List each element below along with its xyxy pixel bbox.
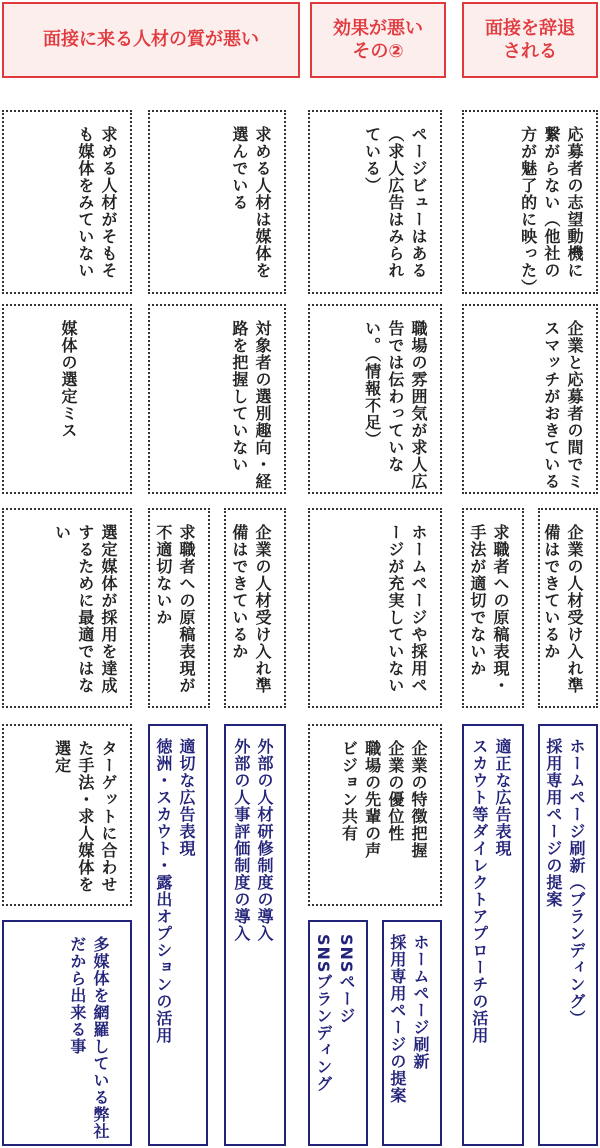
cause-text: 求職者への原稿表現・手法が適切でないか (467, 524, 510, 694)
cause-box (148, 508, 210, 708)
cause-text: 企業の人材受け入れ準備はできているか (541, 524, 584, 694)
action-box (148, 724, 208, 1146)
cause-text: 求職者への原稿表現が不適切ないか (153, 524, 196, 694)
header-effect: 効果が悪い その② (310, 2, 446, 78)
cause-box (308, 304, 442, 494)
action-text: 適正な広告表現 スカウト等ダイレクトアプローチの活用 (469, 738, 512, 1044)
cause-text: 企業と応募者の間でミスマッチがおきている (541, 320, 584, 490)
action-text: 企業の特徴把握 企業の優位性 職場の先輩の声 ビジョン共有 (339, 740, 428, 859)
cause-box (2, 304, 132, 494)
cause-box (462, 304, 598, 494)
cause-box (2, 508, 132, 708)
cause-box (462, 110, 598, 294)
cause-text: 求める人材は媒体を選んでいる (229, 126, 272, 279)
cause-box (2, 110, 132, 294)
action-text: 外部の人材研修制度の導入 外部の人事評価制度の導入 (231, 738, 274, 942)
header-quality: 面接に来る人材の質が悪い (2, 2, 300, 78)
action-box (308, 724, 442, 906)
action-text: ホームページ刷新 採用専用ページの提案 (387, 934, 430, 1104)
action-text: 適切な広告表現 徳洲・スカウト・露出オプションの活用 (153, 738, 196, 1044)
cause-box (308, 110, 442, 294)
cause-text: 媒体の選定ミス (59, 320, 78, 439)
cause-text: 選定媒体が採用を達成するために最適ではない (52, 524, 118, 694)
action-box (224, 724, 286, 1146)
cause-text: ホームページや採用ページが充実していない (385, 524, 428, 694)
cause-box (308, 508, 442, 708)
action-box (462, 724, 524, 1146)
cause-box (148, 110, 286, 294)
cause-box (224, 508, 286, 708)
action-box (2, 724, 132, 906)
cause-box (462, 508, 524, 708)
cause-box (538, 508, 598, 708)
cause-text: 対象者の選別趣向・経路を把握していない (229, 320, 272, 490)
cause-text: 求める人材がそもそも媒体をみていない (75, 126, 118, 279)
cause-text: 応募者の志望動機に繋がらない（他社の方が魅了的に映った） (518, 126, 584, 296)
action-box (538, 724, 598, 1146)
action-box (382, 920, 442, 1146)
cause-box (148, 304, 286, 494)
action-text: 多媒体を網羅している弊社だから出来る事 (67, 936, 110, 1140)
cause-text: 職場の雰囲気が求人広告では伝わっていない。（情報不足） (362, 320, 428, 490)
action-box (308, 920, 368, 1146)
header-decline: 面接を辞退 される (462, 2, 598, 78)
action-text: SNSページ SNSブランディング (313, 934, 356, 1093)
action-text: ターゲットに合わせた手法・求人媒体を選定 (52, 740, 118, 893)
cause-text: ページビューはある（求人広告はみられている） (362, 126, 428, 279)
action-text: ホームページ刷新（ブランディング） 採用専用ページの提案 (543, 738, 586, 1027)
cause-text: 企業の人材受け入れ準備はできているか (229, 524, 272, 694)
action-box (2, 920, 132, 1146)
